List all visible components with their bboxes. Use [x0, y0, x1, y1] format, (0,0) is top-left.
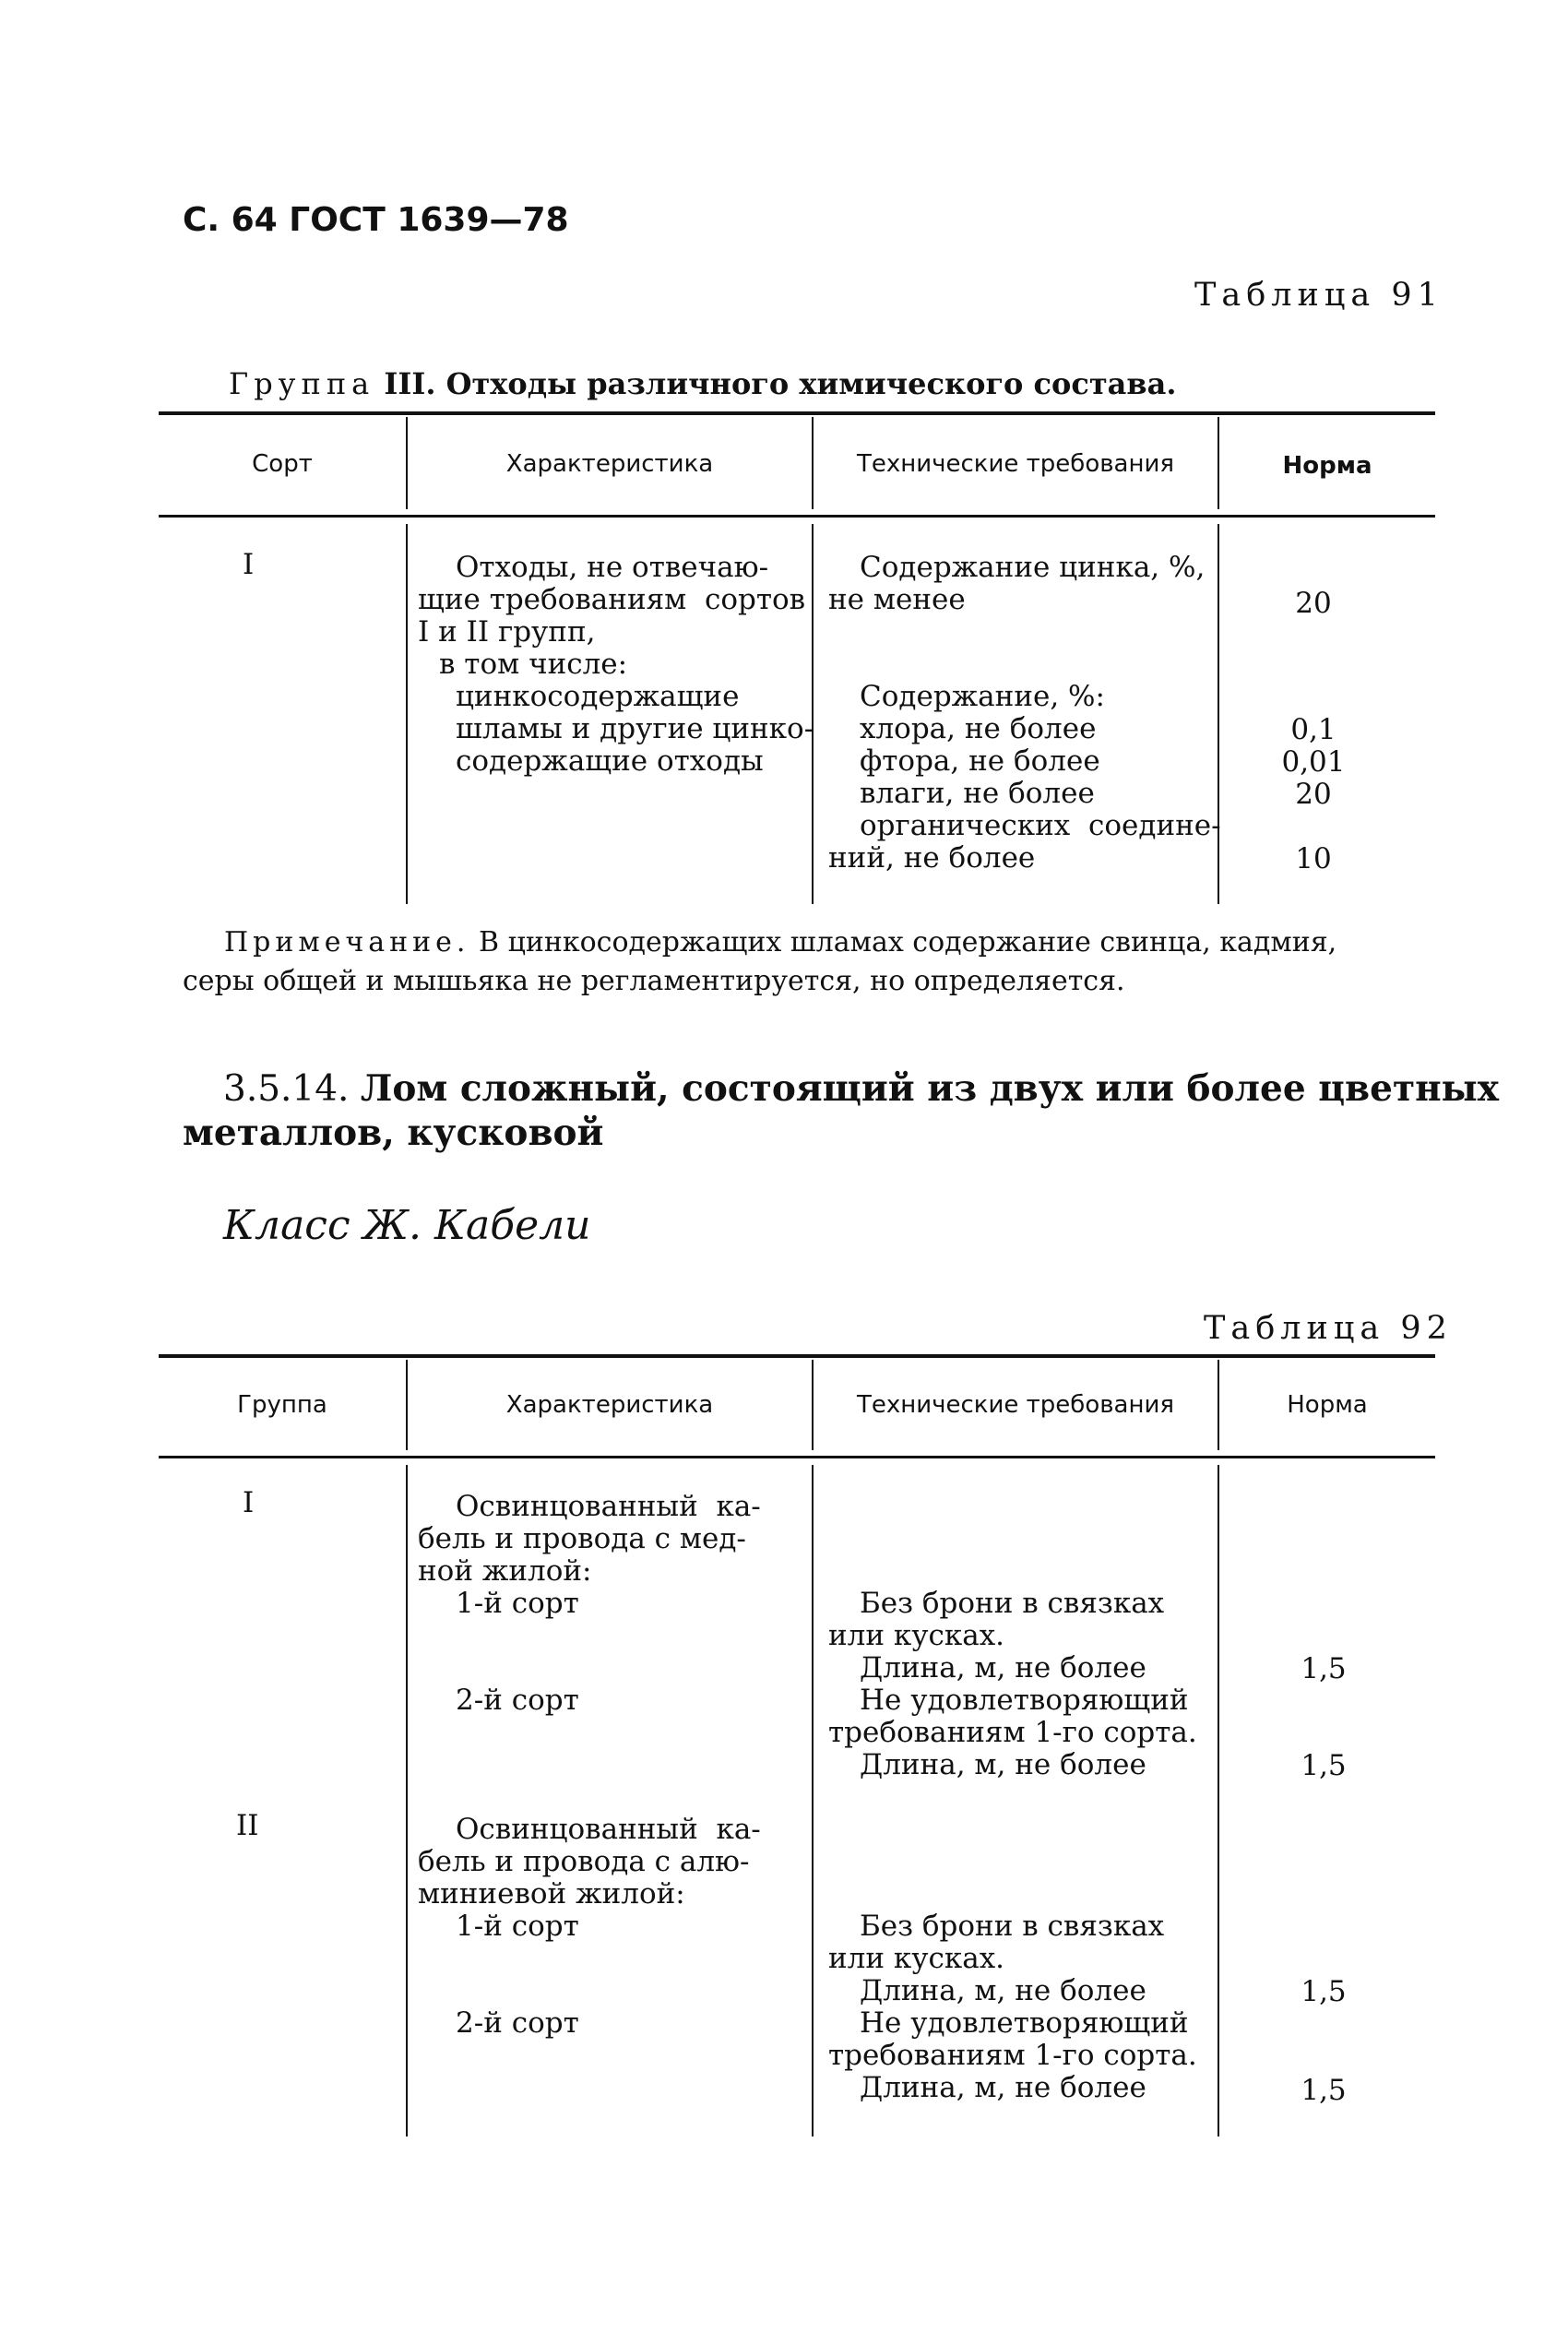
group-heading: [229, 366, 1177, 401]
note-label: Примечание.: [224, 926, 470, 958]
table-91-header-norm: Норма: [1282, 452, 1372, 480]
text-line: Отходы, не отвечаю-: [456, 551, 769, 584]
section-title-2: металлов, кусковой: [183, 1112, 604, 1154]
text-line: Освинцованный ка-: [456, 1813, 761, 1846]
text-line: шламы и другие цинко-: [456, 712, 814, 745]
norm-value: 1,5: [1301, 1749, 1347, 1782]
norm-value: 0,01: [1281, 745, 1346, 779]
table-91-caption: Таблица 91: [1194, 277, 1443, 314]
table-92-caption: Таблица 92: [1204, 1310, 1453, 1347]
text-line: Длина, м, не более: [860, 2071, 1146, 2104]
note-line-2: серы общей и мышьяка не регламентируется, но определяется.: [183, 965, 1125, 997]
table-91-header-requirements: Технические требования: [856, 450, 1175, 478]
table-92-header-norm: Норма: [1287, 1391, 1368, 1419]
text-line: или кусках.: [828, 1619, 1005, 1652]
norm-value: 1,5: [1301, 1652, 1347, 1685]
section-number: 3.5.14.: [223, 1068, 350, 1110]
table-91-sort: I: [243, 548, 255, 581]
text-line: органических соедине-: [860, 809, 1221, 842]
text-line: щие требованиям сортов: [418, 583, 806, 616]
text-line: Содержание, %:: [860, 680, 1105, 713]
running-head: С. 64 ГОСТ 1639—78: [183, 201, 569, 239]
text-line: Длина, м, не более: [860, 1748, 1146, 1781]
text-line: бель и провода с алю-: [418, 1845, 750, 1878]
section-heading-line-2: [183, 1112, 603, 1154]
norm-value: 0,1: [1290, 713, 1336, 746]
table-91-top-rule: [159, 411, 1435, 415]
text-line: Освинцованный ка-: [456, 1490, 761, 1523]
table-91-col-divider: [406, 524, 408, 904]
norm-value: 10: [1295, 842, 1332, 875]
table-92-group-ii: II: [236, 1809, 259, 1842]
section-heading-line-1: [223, 1067, 1499, 1110]
text-line: I и II групп,: [418, 615, 596, 649]
table-91-header-characteristic: Характеристика: [505, 450, 714, 478]
text-line: 1-й сорт: [456, 1587, 579, 1620]
text-line: Не удовлетворяющий: [860, 1684, 1189, 1717]
text-line: требованиям 1-го сорта.: [828, 1716, 1197, 1749]
norm-value: 20: [1295, 587, 1332, 620]
table-92-header-rule: [159, 1456, 1435, 1458]
table-91-header-rule: [159, 515, 1435, 518]
group-heading-label: Группа: [229, 366, 375, 401]
text-line: Длина, м, не более: [860, 1651, 1146, 1684]
text-line: влаги, не более: [860, 777, 1095, 810]
text-line: бель и провода с мед-: [418, 1522, 746, 1555]
table-92-header-group: Группа: [237, 1391, 327, 1419]
table-92-col-divider: [812, 1465, 814, 2137]
section-title-1: Лом сложный, состоящий из двух или более цветных: [360, 1067, 1500, 1110]
table-92-col-divider: [1218, 1465, 1219, 2137]
text-line: Содержание цинка, %,: [860, 551, 1206, 584]
text-line: не менее: [828, 583, 966, 616]
text-line: миниевой жилой:: [418, 1877, 685, 1910]
text-line: в том числе:: [439, 648, 628, 681]
note-line-1: [224, 926, 1336, 958]
class-heading: Класс Ж. Кабели: [223, 1202, 591, 1249]
text-line: хлора, не более: [860, 712, 1097, 745]
table-92-top-rule: [159, 1354, 1435, 1358]
norm-value: 1,5: [1301, 2074, 1347, 2107]
table-91-header-sort: Сорт: [252, 450, 313, 478]
text-line: цинкосодержащие: [456, 680, 740, 713]
table-92-group-i: I: [243, 1486, 255, 1519]
text-line: Длина, м, не более: [860, 1974, 1146, 2007]
text-line: 2-й сорт: [456, 2006, 579, 2040]
table-91-col-divider: [1218, 524, 1219, 904]
text-line: содержащие отходы: [456, 744, 764, 778]
text-line: Без брони в связках: [860, 1910, 1165, 1943]
norm-value: 1,5: [1301, 1975, 1347, 2008]
text-line: Без брони в связках: [860, 1587, 1165, 1620]
table-92-header-characteristic: Характеристика: [505, 1391, 714, 1419]
note-text: В цинкосодержащих шламах содержание свинца, кадмия,: [479, 926, 1337, 958]
group-heading-title: III. Отходы различного химического состава.: [384, 366, 1177, 401]
text-line: ной жилой:: [418, 1554, 592, 1588]
text-line: или кусках.: [828, 1942, 1005, 1975]
text-line: 1-й сорт: [456, 1910, 579, 1943]
text-line: требованиям 1-го сорта.: [828, 2039, 1197, 2072]
table-92-header-requirements: Технические требования: [856, 1391, 1175, 1419]
norm-value: 20: [1295, 778, 1332, 811]
table-92-col-divider: [406, 1465, 408, 2137]
text-line: фтора, не более: [860, 744, 1100, 778]
text-line: ний, не более: [828, 841, 1036, 875]
text-line: Не удовлетворяющий: [860, 2006, 1189, 2040]
text-line: 2-й сорт: [456, 1684, 579, 1717]
